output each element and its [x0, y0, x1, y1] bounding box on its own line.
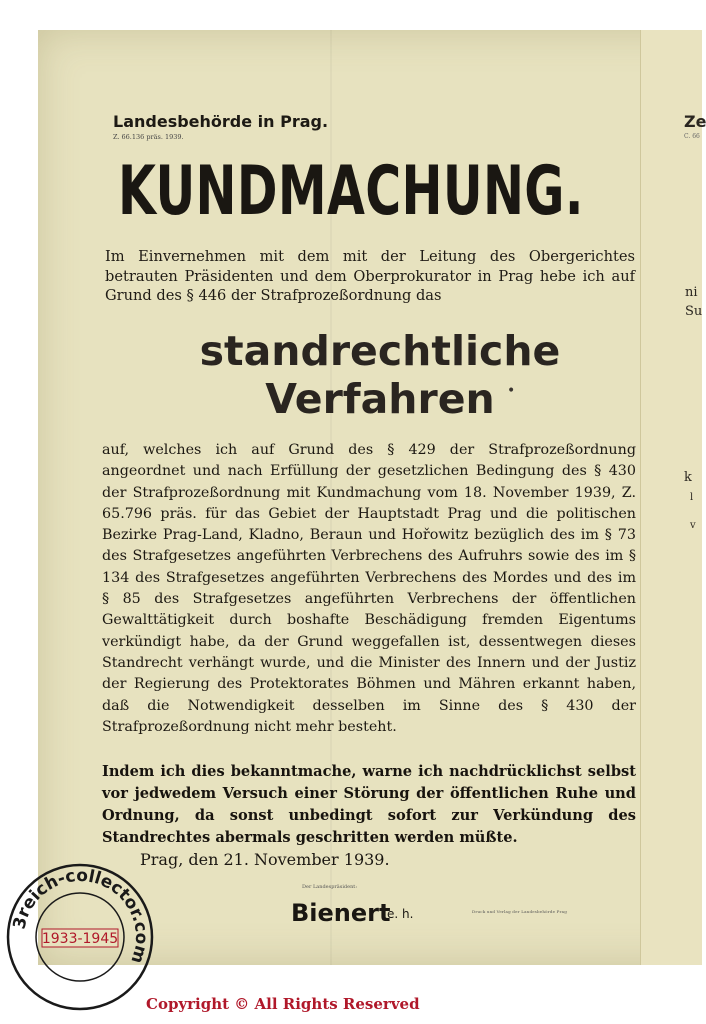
issuing-authority: Landesbehörde in Prag.: [113, 112, 329, 131]
adjacent-fragment-7: v: [690, 520, 696, 531]
printer-imprint: Druck und Verlag der Landesbehörde Prag: [472, 909, 567, 914]
reference-number: Z. 66.136 präs. 1939.: [113, 133, 184, 141]
headline-line-1: standrechtliche: [199, 327, 561, 375]
adjacent-fragment-1: Ze: [684, 112, 706, 131]
title-kundmachung: KUNDMACHUNG.: [118, 152, 584, 231]
adjacent-fragment-3: ni: [685, 285, 698, 300]
adjacent-fragment-4: Su: [685, 304, 703, 319]
copyright-notice: Copyright © All Rights Reserved: [146, 995, 420, 1013]
headline-line-2: Verfahren: [265, 375, 495, 423]
adjacent-fragment-2: C. 66: [684, 133, 700, 140]
ink-spot: •: [507, 383, 516, 399]
stamp-center-text: 1933-1945: [41, 931, 119, 947]
warning-paragraph: Indem ich dies bekanntmache, warne ich nachdrücklichst selbst vor jedwedem Versuch einer Störung der öffentlichen Ruhe und Ordnung, da sonst unbedingt sofort zur Verkündung des Standrechtes abermals geschritten werden müßte.: [102, 763, 636, 846]
signature-label: Der Landespräsident:: [302, 884, 358, 890]
date-line: Prag, den 21. November 1939.: [140, 850, 390, 869]
adjacent-fragment-5: k: [684, 470, 692, 485]
body-paragraph: auf, welches ich auf Grund des § 429 der Strafprozeßordnung angeordnet und nach Erfüllung der gesetzlichen Bedingung des § 430 der Strafprozeßordnung mit Kundmachung vom 18. November 1939, Z. 65.796 präs. für das Gebiet der Hauptstadt Prag und die politischen Bezirke Prag-Land, Kladno, Beraun und Hořowitz bezüglich des im § 73 des Strafgesetzes angeführten Verbrechens des Aufruhrs sowie des im § 134 des Strafgesetzes angeführten Verbrechens des Mordes und des im § 85 des Strafgesetzes angeführten Verbrechens der öffentlichen Gewalttätigkeit durch boshafte Beschädigung fremden Eigentums verkündigt habe, da der Grund weggefallen ist, dessentwegen dieses Standrecht verhängt wurde, und die Minister des Innern und der Justiz der Regierung des Protektorates Böhmen und Mähren erkannt haben, daß die Notwendigkeit desselben im Sinne des § 430 der Strafprozeßordnung nicht mehr besteht.: [102, 442, 636, 735]
signature-name: Bienert: [291, 899, 391, 927]
stamp-ring-text: 3reich-collector.com: [9, 865, 152, 966]
intro-paragraph: Im Einvernehmen mit dem mit der Leitung des Obergerichtes betrauten Präsidenten und dem Oberprokurator in Prag hebe ich auf Grund des § 446 der Strafprozeßordnung das: [105, 248, 635, 304]
watermark-stamp: [0, 857, 160, 1017]
adjacent-fragment-6: l: [690, 492, 694, 503]
signature-suffix: e. h.: [387, 907, 414, 921]
